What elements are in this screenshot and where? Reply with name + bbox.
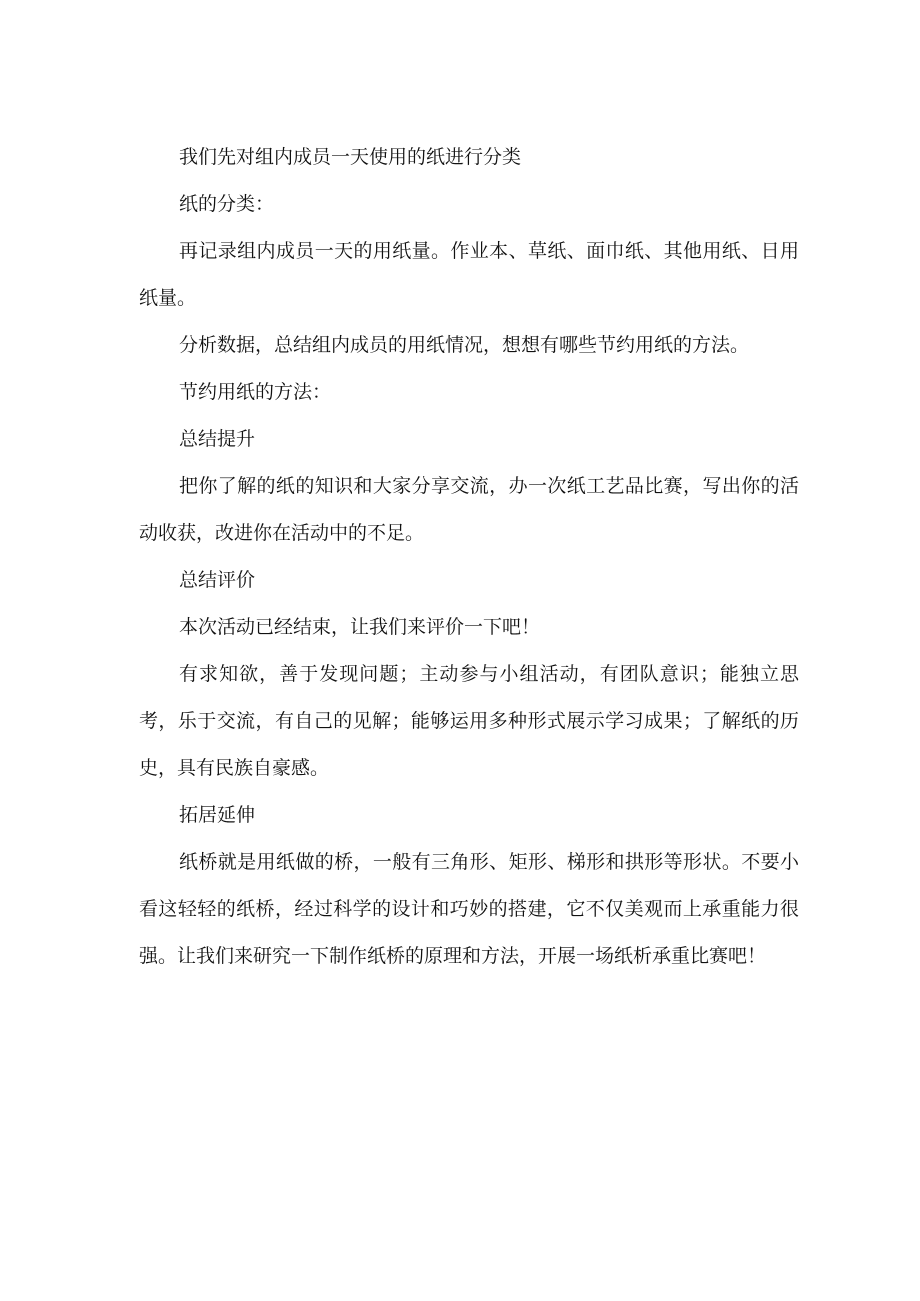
section-heading-summary: 总结提升 [179,428,256,450]
paragraph-analyze-data: 分析数据，总结组内成员的用纸情况，想想有哪些节约用纸的方法。 [179,334,750,356]
document-body [139,134,799,980]
section-heading-extension: 拓居延伸 [179,804,256,826]
paragraph-evaluation-criteria: 有求知欲，善于发现问题；主动参与小组活动，有团队意识；能独立思考，乐于交流，有自己的见解；能够运用多种形式展示学习成果；了解纸的历史，具有民族自豪感。 [139,663,799,779]
paragraph-share-and-contest: 把你了解的纸的知识和大家分享交流，办一次纸工艺品比赛，写出你的活动收获，改进你在活动中的不足。 [139,475,799,544]
paragraph-record-usage: 再记录组内成员一天的用纸量。作业本、草纸、面巾纸、其他用纸、日用纸量。 [139,240,799,309]
paragraph-paper-types-label: 纸的分类： [179,193,275,215]
section-heading-evaluation: 总结评价 [179,569,256,591]
paragraph-paper-bridge: 纸桥就是用纸做的桥，一般有三角形、矩形、梯形和拱形等形状。不要小看这轻轻的纸桥，经过科学的设计和巧妙的搭建，它不仅美观而上承重能力很强。让我们来研究一下制作纸桥的原理和方法，开展一场纸析承重比赛吧！ [139,851,799,967]
paragraph-saving-methods-label: 节约用纸的方法： [179,381,332,403]
paragraph-classify-intro: 我们先对组内成员一天使用的纸进行分类 [179,146,522,168]
paragraph-evaluation-intro: 本次活动已经结束，让我们来评价一下吧！ [179,616,541,638]
